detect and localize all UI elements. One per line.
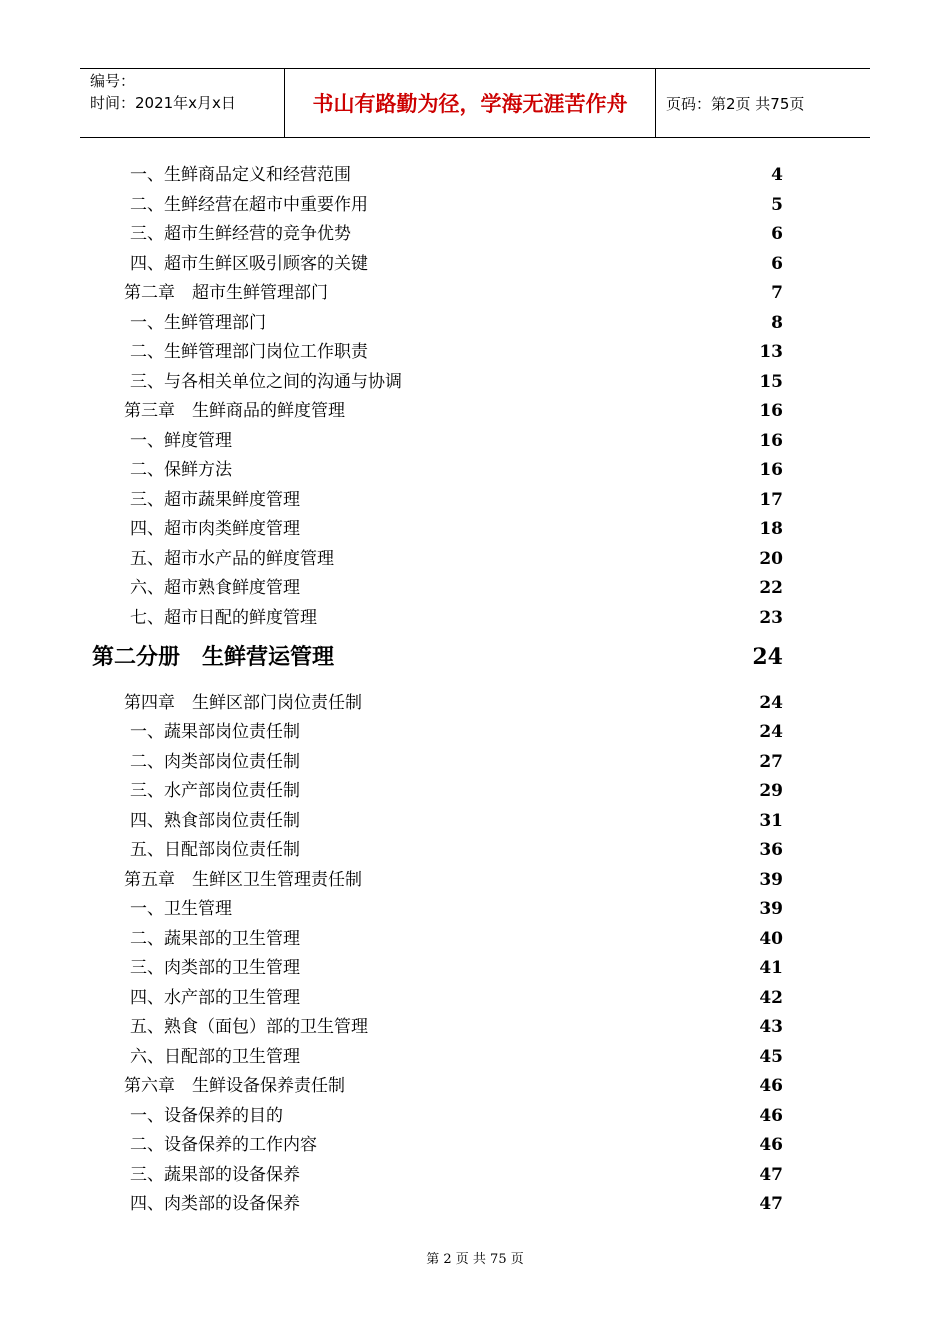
toc-leader-dots [346,1088,758,1091]
toc-entry[interactable] [130,308,783,333]
toc-leader-dots [301,1000,758,1003]
toc-entry-page: 8 [771,313,783,333]
toc-entry-title: 一、生鲜商品定义和经营范围 [130,165,351,185]
toc-entry[interactable] [130,1189,783,1214]
toc-entry-title: 五、日配部岗位责任制 [130,840,300,860]
toc-entry[interactable] [130,514,783,539]
toc-entry-page: 29 [759,781,783,801]
toc-entry-page: 31 [759,811,783,831]
toc-leader-dots [369,1029,758,1032]
toc-leader-dots [301,793,758,796]
toc-entry[interactable] [130,924,783,949]
toc-entry-page: 40 [759,929,783,949]
toc-entry-page: 6 [771,224,783,244]
toc-entry[interactable] [130,806,783,831]
toc-entry-page: 47 [759,1194,783,1214]
toc-entry-title: 二、生鲜管理部门岗位工作职责 [130,342,368,362]
toc-entry-title: 一、生鲜管理部门 [130,313,266,333]
toc-entry-title: 二、保鲜方法 [130,460,232,480]
page-footer: 第 2 页 共 75 页 [426,1252,524,1267]
toc-entry-page: 15 [759,372,783,392]
toc-entry-page: 36 [759,840,783,860]
toc-entry-page: 5 [771,195,783,215]
toc-entry-page: 46 [759,1076,783,1096]
toc-entry[interactable] [130,367,783,392]
toc-leader-dots [403,384,758,387]
toc-entry-page: 17 [759,490,783,510]
toc-leader-dots [284,1118,758,1121]
toc-entry-title: 五、超市水产品的鲜度管理 [130,549,334,569]
toc-entry-title: 三、肉类部的卫生管理 [130,958,300,978]
toc-entry-page: 39 [759,899,783,919]
toc-leader-dots [318,1147,758,1150]
toc-entry-page: 46 [759,1106,783,1126]
code-label: 编号： [90,72,136,90]
header-meta [80,69,284,137]
toc-entry[interactable] [130,219,783,244]
toc-leader-dots [233,472,758,475]
toc-entry-page: 13 [759,342,783,362]
toc-leader-dots [301,941,758,944]
toc-entry-page: 23 [759,608,783,628]
toc-entry-title: 二、设备保养的工作内容 [130,1135,317,1155]
toc-entry[interactable] [130,455,783,480]
toc-entry-title: 五、熟食（面包）部的卫生管理 [130,1017,368,1037]
toc-entry-page: 6 [771,254,783,274]
toc-entry[interactable] [130,249,783,274]
toc-entry-page: 7 [771,283,783,303]
toc-entry[interactable] [130,485,783,510]
toc-entry-title: 四、水产部的卫生管理 [130,988,300,1008]
toc-entry-title: 第五章 生鲜区卫生管理责任制 [124,870,362,890]
toc-chapter-entry[interactable] [124,688,783,713]
header-motto: 书山有路勤为径，学海无涯苦作舟 [312,91,628,116]
toc-entry-page: 43 [759,1017,783,1037]
toc-entry[interactable] [130,776,783,801]
toc-leader-dots [301,1059,758,1062]
toc-entry[interactable] [130,160,783,185]
toc-entry-title: 四、肉类部的设备保养 [130,1194,300,1214]
toc-entry-title: 第六章 生鲜设备保养责任制 [124,1076,345,1096]
toc-entry[interactable] [130,337,783,362]
toc-leader-dots [352,236,770,239]
toc-entry-page: 4 [771,165,783,185]
toc-leader-dots [318,620,758,623]
toc-entry-page: 24 [752,644,783,670]
toc-entry-title: 四、超市生鲜区吸引顾客的关键 [130,254,368,274]
toc-leader-dots [335,660,751,664]
toc-leader-dots [301,970,758,973]
toc-entry-page: 16 [759,431,783,451]
toc-entry-page: 27 [759,752,783,772]
time-label: 时间：2021年x月x日 [90,94,236,112]
toc-entry-page: 24 [759,693,783,713]
toc-leader-dots [301,764,758,767]
toc-entry-title: 一、设备保养的目的 [130,1106,283,1126]
toc-entry-page: 16 [759,401,783,421]
toc-entry-title: 四、超市肉类鲜度管理 [130,519,300,539]
toc-leader-dots [335,561,758,564]
toc-entry[interactable] [130,1012,783,1037]
toc-entry[interactable] [130,953,783,978]
toc-entry-title: 一、卫生管理 [130,899,232,919]
toc-leader-dots [233,443,758,446]
toc-entry-title: 二、肉类部岗位责任制 [130,752,300,772]
toc-entry[interactable] [130,1130,783,1155]
toc-leader-dots [301,823,758,826]
toc-chapter-entry[interactable] [124,865,783,890]
toc-leader-dots [301,590,758,593]
toc-leader-dots [301,1206,758,1209]
toc-entry-title: 三、与各相关单位之间的沟通与协调 [130,372,402,392]
toc-entry-title: 二、生鲜经营在超市中重要作用 [130,195,368,215]
toc-entry-title: 六、超市熟食鲜度管理 [130,578,300,598]
toc-entry[interactable] [130,717,783,742]
toc-leader-dots [301,502,758,505]
toc-entry[interactable] [130,603,783,628]
toc-entry[interactable] [130,544,783,569]
toc-chapter-entry[interactable] [124,278,783,303]
toc-book-entry[interactable] [92,640,783,671]
toc-entry[interactable] [130,835,783,860]
toc-leader-dots [329,295,770,298]
toc-entry[interactable] [130,1101,783,1126]
toc-leader-dots [369,207,770,210]
toc-leader-dots [363,882,758,885]
toc-entry-page: 18 [759,519,783,539]
toc-leader-dots [233,911,758,914]
toc-chapter-entry[interactable] [124,1071,783,1096]
toc-entry-title: 四、熟食部岗位责任制 [130,811,300,831]
toc-leader-dots [301,734,758,737]
toc-leader-dots [352,177,770,180]
toc-entry[interactable] [130,190,783,215]
toc-entry-title: 第二分册 生鲜营运管理 [92,644,335,670]
toc-entry[interactable] [130,1160,783,1185]
toc-entry-title: 七、超市日配的鲜度管理 [130,608,317,628]
toc-leader-dots [301,531,758,534]
toc-leader-dots [346,413,758,416]
toc-entry[interactable] [130,983,783,1008]
toc-entry-title: 六、日配部的卫生管理 [130,1047,300,1067]
toc-leader-dots [301,852,758,855]
toc-entry[interactable] [130,747,783,772]
toc-entry-page: 41 [759,958,783,978]
toc-entry-page: 46 [759,1135,783,1155]
toc-entry-title: 三、超市生鲜经营的竞争优势 [130,224,351,244]
toc-leader-dots [267,325,770,328]
toc-entry[interactable] [130,1042,783,1067]
toc-entry-title: 三、蔬果部的设备保养 [130,1165,300,1185]
toc-entry[interactable] [130,573,783,598]
toc-entry-page: 24 [759,722,783,742]
toc-entry-title: 三、水产部岗位责任制 [130,781,300,801]
toc-leader-dots [301,1177,758,1180]
toc-entry-page: 45 [759,1047,783,1067]
toc-leader-dots [369,354,758,357]
toc-leader-dots [369,266,770,269]
toc-leader-dots [363,705,758,708]
toc-entry-title: 第四章 生鲜区部门岗位责任制 [124,693,362,713]
toc-entry-title: 一、鲜度管理 [130,431,232,451]
toc-entry-page: 39 [759,870,783,890]
toc-entry-page: 22 [759,578,783,598]
toc-entry-title: 第二章 超市生鲜管理部门 [124,283,328,303]
toc-entry[interactable] [130,426,783,451]
toc-entry-page: 42 [759,988,783,1008]
toc-entry-page: 16 [759,460,783,480]
header-motto-cell [284,69,656,137]
toc-entry[interactable] [130,894,783,919]
toc-entry-title: 第三章 生鲜商品的鲜度管理 [124,401,345,421]
page-header [80,68,870,138]
toc-entry-page: 20 [759,549,783,569]
toc-chapter-entry[interactable] [124,396,783,421]
toc-entry-title: 二、蔬果部的卫生管理 [130,929,300,949]
toc-entry-title: 三、超市蔬果鲜度管理 [130,490,300,510]
header-page-info: 页码：第2页 共75页 [666,94,805,113]
toc-entry-page: 47 [759,1165,783,1185]
toc-entry-title: 一、蔬果部岗位责任制 [130,722,300,742]
